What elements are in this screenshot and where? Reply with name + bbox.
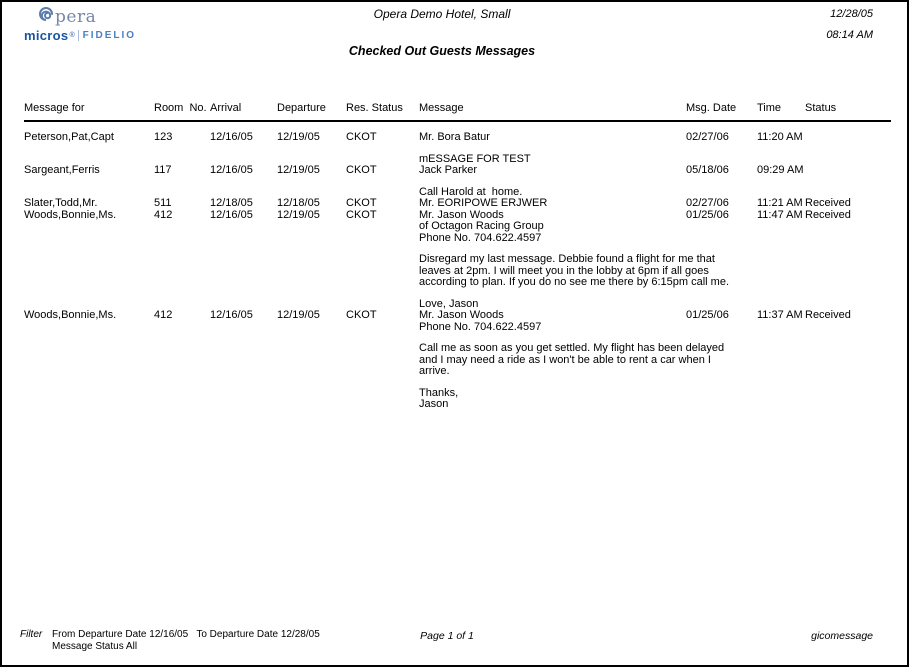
table-row: [24, 165, 891, 177]
cell-room: 123: [154, 131, 173, 143]
cell-res_status: [346, 221, 419, 233]
cell-room: [154, 254, 210, 266]
cell-room: 412: [154, 309, 173, 321]
cell-room: [154, 233, 210, 245]
report-time: 08:14 AM: [826, 29, 873, 41]
cell-arrival: [210, 233, 277, 245]
cell-arrival: [210, 277, 277, 289]
page-number: Page 1 of 1: [420, 630, 474, 642]
cell-arrival: [210, 343, 277, 355]
cell-msg_date: [686, 399, 757, 411]
cell-status: Received: [805, 309, 851, 321]
cell-arrival: 12/16/05: [210, 208, 253, 221]
cell-time: 09:29 AM: [757, 164, 804, 176]
cell-status: [805, 355, 891, 367]
cell-message: Mr. Jason Woods: [419, 208, 504, 221]
cell-status: [805, 277, 891, 289]
cell-status: [805, 233, 891, 245]
cell-departure: [277, 399, 346, 411]
cell-message: Jack Parker: [419, 164, 478, 176]
cell-msg_date: [686, 233, 757, 245]
cell-status: [805, 266, 891, 278]
cell-status: [805, 388, 891, 400]
blank-line: [24, 289, 891, 299]
cell-time: [757, 343, 805, 355]
cell-msg_date: [686, 322, 757, 334]
cell-message_for: Sargeant,Ferris: [24, 164, 100, 176]
column-header-message_for: Message for: [24, 102, 85, 114]
column-header-msg_date: Msg. Date: [686, 102, 737, 114]
cell-arrival: 12/18/05: [210, 197, 253, 209]
cell-message: Phone No. 704.622.4597: [419, 231, 542, 244]
cell-room: 511: [154, 197, 172, 209]
cell-time: [757, 355, 805, 367]
cell-departure: 12/18/05: [277, 197, 320, 209]
message-continuation-line: [24, 355, 891, 367]
filter-departure-range: From Departure Date 12/16/05 To Departure Date 12/28/05: [52, 629, 320, 640]
filter-message-status: Message Status All: [52, 641, 138, 652]
cell-room: [154, 322, 210, 334]
cell-departure: 12/19/05: [277, 309, 320, 321]
cell-status: [805, 322, 891, 334]
cell-time: [757, 366, 805, 378]
cell-room: [154, 399, 210, 411]
table-header-row: [24, 102, 891, 122]
cell-msg_date: 01/25/06: [686, 309, 729, 321]
cell-room: 117: [154, 164, 172, 176]
blank-line: [24, 378, 891, 388]
message-continuation-line: [24, 277, 891, 289]
column-header-time: Time: [757, 102, 782, 114]
cell-time: [757, 388, 805, 400]
cell-departure: [277, 277, 346, 289]
cell-status: [805, 154, 891, 166]
cell-msg_date: [686, 221, 757, 233]
cell-message_for: Peterson,Pat,Capt: [24, 131, 114, 143]
cell-time: [757, 254, 805, 266]
cell-arrival: [210, 388, 277, 400]
report-code: gicomessage: [811, 630, 873, 642]
cell-message: Thanks,: [419, 386, 459, 399]
cell-message: Disregard my last message. Debbie found a flight for me that: [419, 253, 715, 265]
cell-message_for: Slater,Todd,Mr.: [24, 197, 98, 209]
cell-departure: [277, 266, 346, 278]
message-continuation-line: [24, 233, 891, 245]
cell-status: [805, 165, 891, 177]
opera-logo-text: pera: [55, 6, 97, 27]
cell-arrival: 12/16/05: [210, 131, 253, 143]
message-continuation-line: [24, 254, 891, 266]
cell-departure: [277, 343, 346, 355]
cell-message: according to plan. If you do no see me there by 6:15pm call me.: [419, 276, 730, 288]
cell-msg_date: [686, 343, 757, 355]
cell-status: [805, 366, 891, 378]
logo-divider: [78, 30, 79, 41]
blank-line: [24, 177, 891, 187]
column-header-arrival: Arrival: [210, 102, 242, 114]
cell-msg_date: [686, 254, 757, 266]
cell-res_status: [346, 254, 419, 266]
message-continuation-line: [24, 343, 891, 355]
cell-msg_date: 02/27/06: [686, 131, 729, 143]
table-row: [24, 310, 891, 322]
cell-departure: 12/19/05: [277, 164, 320, 176]
cell-message: of Octagon Racing Group: [419, 220, 544, 232]
cell-time: [757, 399, 805, 411]
cell-status: [805, 343, 891, 355]
cell-time: [757, 277, 805, 289]
cell-res_status: CKOT: [346, 309, 377, 321]
cell-room: [154, 266, 210, 278]
cell-message_for: [24, 399, 154, 411]
cell-arrival: [210, 221, 277, 233]
cell-time: [757, 322, 805, 334]
cell-res_status: [346, 343, 419, 355]
column-header-status: Status: [805, 102, 837, 114]
cell-message: Call Harold at home.: [419, 185, 523, 198]
cell-arrival: [210, 266, 277, 278]
cell-message_for: [24, 277, 154, 289]
column-header-departure: Departure: [277, 102, 326, 114]
cell-res_status: CKOT: [346, 197, 377, 209]
cell-res_status: [346, 388, 419, 400]
column-header-room: Room No.: [154, 102, 207, 114]
table-row: [24, 132, 891, 144]
cell-msg_date: [686, 366, 757, 378]
cell-message: Jason: [419, 398, 449, 410]
cell-status: Received: [805, 208, 851, 221]
cell-status: [805, 254, 891, 266]
micros-logo-text: micros: [24, 28, 69, 43]
cell-room: [154, 355, 210, 367]
cell-departure: [277, 366, 346, 378]
cell-res_status: [346, 399, 419, 411]
cell-room: [154, 343, 210, 355]
cell-message: Mr. Jason Woods: [419, 309, 504, 321]
cell-message_for: [24, 355, 154, 367]
cell-message: Mr. EORIPOWE ERJWER: [419, 197, 548, 209]
cell-message: Love, Jason: [419, 297, 479, 310]
blank-line: [24, 144, 891, 154]
cell-message: Call me as soon as you get settled. My flight has been delayed: [419, 342, 725, 354]
cell-time: 11:21 AM: [757, 197, 803, 209]
cell-departure: [277, 221, 346, 233]
cell-message_for: [24, 254, 154, 266]
cell-message_for: [24, 343, 154, 355]
cell-res_status: [346, 233, 419, 245]
cell-status: [805, 132, 891, 144]
cell-status: [805, 221, 891, 233]
message-continuation-line: [24, 322, 891, 334]
cell-msg_date: [686, 388, 757, 400]
report-date: 12/28/05: [830, 8, 873, 20]
cell-message: Mr. Bora Batur: [419, 131, 490, 143]
cell-room: [154, 366, 210, 378]
cell-message_for: [24, 388, 154, 400]
cell-room: [154, 388, 210, 400]
cell-departure: 12/19/05: [277, 131, 320, 143]
column-header-res_status: Res. Status: [346, 102, 403, 114]
cell-departure: [277, 233, 346, 245]
cell-departure: [277, 322, 346, 334]
cell-time: [757, 221, 805, 233]
cell-res_status: [346, 366, 419, 378]
cell-time: [757, 266, 805, 278]
cell-arrival: [210, 399, 277, 411]
cell-res_status: CKOT: [346, 208, 377, 221]
cell-departure: [277, 355, 346, 367]
filter-label: Filter: [20, 629, 43, 640]
cell-status: Received: [805, 197, 851, 209]
cell-msg_date: 05/18/06: [686, 164, 729, 176]
message-continuation-line: [24, 221, 891, 233]
cell-departure: [277, 254, 346, 266]
cell-status: [805, 399, 891, 411]
cell-msg_date: [686, 277, 757, 289]
message-continuation-line: [24, 388, 891, 400]
table-body: [24, 132, 891, 411]
cell-arrival: [210, 366, 277, 378]
cell-message_for: [24, 221, 154, 233]
cell-room: [154, 277, 210, 289]
cell-message_for: [24, 366, 154, 378]
cell-message_for: [24, 266, 154, 278]
cell-departure: 12/19/05: [277, 208, 320, 221]
table-row: [24, 198, 891, 210]
cell-arrival: [210, 254, 277, 266]
cell-message: Phone No. 704.622.4597: [419, 320, 542, 333]
cell-room: 412: [154, 208, 173, 221]
message-continuation-line: [24, 366, 891, 378]
cell-time: [757, 233, 805, 245]
hotel-name: Opera Demo Hotel, Small: [373, 7, 511, 21]
micros-fidelio-logo: [24, 28, 136, 43]
cell-res_status: CKOT: [346, 131, 377, 143]
cell-res_status: CKOT: [346, 164, 377, 176]
cell-message: and I may need a ride as I won't be able to rent a car when I: [419, 353, 711, 366]
fidelio-logo-text: FIDELIO: [82, 30, 137, 41]
message-continuation-line: [24, 399, 891, 411]
cell-message: arrive.: [419, 365, 450, 377]
cell-message: leaves at 2pm. I will meet you in the lobby at 6pm if all goes: [419, 264, 709, 277]
report-title: Checked Out Guests Messages: [348, 44, 536, 58]
messages-table: [24, 102, 891, 411]
cell-msg_date: 01/25/06: [686, 208, 729, 221]
cell-arrival: [210, 355, 277, 367]
registered-mark: ®: [69, 32, 75, 39]
cell-message_for: [24, 233, 154, 245]
cell-res_status: [346, 266, 419, 278]
cell-message_for: Woods,Bonnie,Ms.: [24, 309, 117, 321]
cell-arrival: [210, 322, 277, 334]
cell-time: 11:37 AM: [757, 309, 803, 321]
cell-message_for: [24, 322, 154, 334]
cell-res_status: [346, 277, 419, 289]
cell-room: [154, 221, 210, 233]
cell-arrival: 12/16/05: [210, 309, 253, 321]
cell-message: mESSAGE FOR TEST: [419, 152, 531, 165]
cell-res_status: [346, 355, 419, 367]
cell-time: 11:47 AM: [757, 208, 803, 221]
cell-msg_date: [686, 355, 757, 367]
cell-msg_date: 02/27/06: [686, 197, 729, 209]
cell-departure: [277, 388, 346, 400]
cell-time: 11:20 AM: [757, 131, 803, 143]
cell-res_status: [346, 322, 419, 334]
column-header-message: Message: [419, 102, 464, 114]
cell-arrival: 12/16/05: [210, 164, 253, 176]
cell-message_for: Woods,Bonnie,Ms.: [24, 208, 117, 221]
